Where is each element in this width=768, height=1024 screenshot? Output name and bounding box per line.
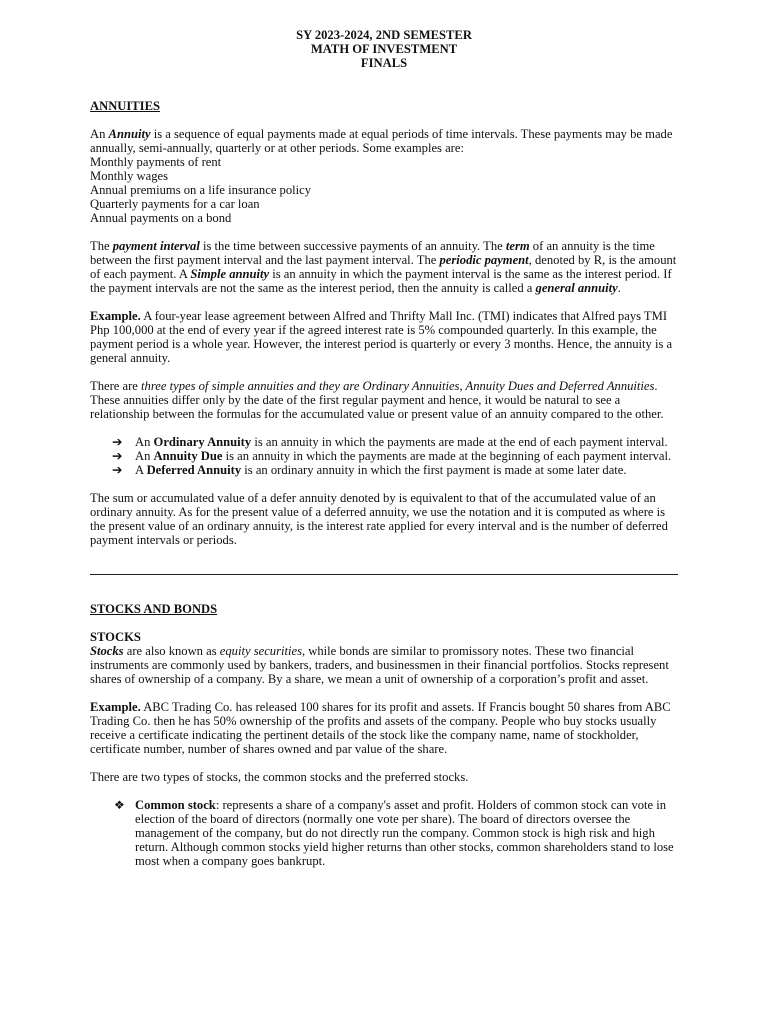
stocks-definition: Stocks are also known as equity securities, while bonds are similar to promissory notes. These two financial instruments are commonly used by bankers, traders, and businessmen in their financial portfolios. Stocks represent shares of ownership of a company. By a share, we mean a unit of ownership of a corporation’s profit and asset. [90, 644, 669, 686]
stocks-example-paragraph: Example. ABC Trading Co. has released 100 shares for its profit and assets. If Francis bought 50 shares from ABC Trading Co. then he has 50% ownership of the profits and assets of the company. People who buy stocks usually receive a certificate indicating the pertinent details of the stock like the company name, name of stockholder, certificate number, number of shares owned and par value of the share. [90, 700, 671, 756]
annuity-types-intro: There are three types of simple annuities and they are Ordinary Annuities, Annuity Dues and Deferred Annuities. These annuities differ only by the date of the first regular payment and hence, it would be natural to see a relationship between the formulas for the accumulated value or present value of an annuity compared to the other. [90, 379, 664, 421]
list-item: Monthly wages [90, 169, 169, 183]
arrow-bullet-icon: ➔ [112, 463, 123, 477]
annuity-examples-list [90, 155, 678, 225]
payment-interval-paragraph: The payment interval is the time between successive payments of an annuity. The term of an annuity is the time between the first payment interval and the last payment interval. The periodic payment, denoted by R, is the amount of each payment. A Simple annuity is an annuity in which the payment interval is the same as the interest period. If the payment intervals are not the same as the interest period, then the annuity is called a general annuity. [90, 239, 677, 295]
header-line-exam: FINALS [360, 56, 408, 70]
diamond-bullet-icon: ❖ [114, 798, 125, 812]
list-item: ➔ A Deferred Annuity is an ordinary annuity in which the first payment is made at some later date. [112, 463, 627, 477]
document-page [90, 28, 678, 868]
annuity-example-paragraph: Example. A four-year lease agreement between Alfred and Thrifty Mall Inc. (TMI) indicates that Alfred pays TMI Php 100,000 at the end of every year if the agreed interest rate is 5% compounded quarterly. In this example, the payment period is a whole year. However, the interest period is quarterly or every 3 months. Hence, the annuity is a general annuity. [90, 309, 673, 365]
document-header [90, 28, 678, 70]
list-item: Monthly payments of rent [90, 155, 222, 169]
list-item: Quarterly payments for a car loan [90, 197, 260, 211]
list-item: ❖ Common stock: represents a share of a company's asset and profit. Holders of common stock can vote in election of the board of directors (normally one vote per share). The board of directors oversee the management of the company, but do not directly run the company. Common stock is high risk and high return. Although common stocks yield higher returns than other stocks, common shareholders stand to lose most when a company goes bankrupt. [114, 798, 674, 868]
arrow-bullet-icon: ➔ [112, 435, 123, 449]
header-line-course: MATH OF INVESTMENT [310, 42, 458, 56]
annuities-heading: ANNUITIES [90, 99, 160, 113]
stocks-subheading: STOCKS [90, 630, 141, 644]
annuity-definition: An Annuity is a sequence of equal payments made at equal periods of time intervals. These payments may be made annually, semi-annually, quarterly or at other periods. Some examples are: [90, 127, 673, 155]
list-item: ➔ An Ordinary Annuity is an annuity in which the payments are made at the end of each payment interval. [112, 435, 668, 449]
stocks-bonds-heading: STOCKS AND BONDS [90, 602, 218, 616]
list-item: Annual premiums on a life insurance policy [90, 183, 312, 197]
header-line-semester: SY 2023-2024, 2ND SEMESTER [296, 28, 472, 42]
deferred-annuity-paragraph: The sum or accumulated value of a defer annuity denoted by is equivalent to that of the accumulated value of an ordinary annuity. As for the present value of a deferred annuity, we use the notation and it is computed as where is the present value of an ordinary annuity, is the interest rate applied for every interval and is the number of deferred payment intervals or periods. [90, 491, 668, 547]
stock-types-intro: There are two types of stocks, the common stocks and the preferred stocks. [90, 770, 469, 784]
list-item: Annual payments on a bond [90, 211, 232, 225]
annuity-types-list [90, 435, 678, 477]
list-item: ➔ An Annuity Due is an annuity in which the payments are made at the beginning of each payment interval. [112, 449, 672, 463]
arrow-bullet-icon: ➔ [112, 449, 123, 463]
